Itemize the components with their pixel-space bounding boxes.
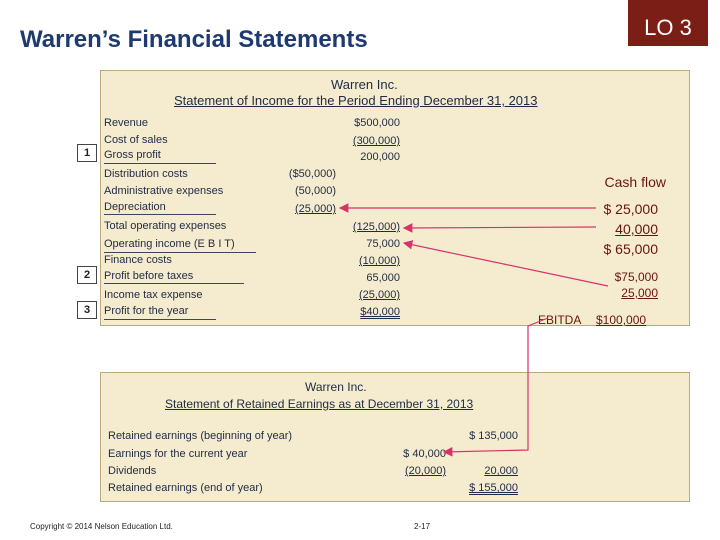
income-label-total-opex: Total operating expenses xyxy=(104,220,227,232)
step-marker-1: 1 xyxy=(77,144,97,162)
retained-label-ending: Retained earnings (end of year) xyxy=(108,482,263,494)
income-value-tax: (25,000) xyxy=(359,289,400,301)
income-value-profit: $40,000 xyxy=(360,306,400,318)
income-company: Warren Inc. xyxy=(331,77,398,92)
arrow-retained xyxy=(444,318,548,452)
cashflow-line-1: $ 25,000 xyxy=(603,201,658,217)
retained-value-earnings: $ 40,000 xyxy=(403,448,446,460)
retained-label-beginning: Retained earnings (beginning of year) xyxy=(108,430,293,442)
income-label-cost-of-sales: Cost of sales xyxy=(104,134,168,146)
cashflow-line-5: 25,000 xyxy=(621,286,658,300)
income-label-administrative: Administrative expenses xyxy=(104,185,224,197)
retained-label-earnings: Earnings for the current year xyxy=(108,448,248,460)
cashflow-title: Cash flow xyxy=(604,174,666,190)
retained-value-dividends-c1: (20,000) xyxy=(405,465,446,477)
income-label-ebit: Operating income (E B I T) xyxy=(104,238,235,250)
income-heading: Statement of Income for the Period Ending December 31, 2013 xyxy=(174,93,538,108)
income-value-gross-profit: 200,000 xyxy=(360,151,400,163)
retained-value-dividends-c2: 20,000 xyxy=(484,465,518,477)
income-label-revenue: Revenue xyxy=(104,117,149,129)
footer-page-number: 2-17 xyxy=(414,522,431,531)
income-value-revenue: $500,000 xyxy=(354,117,400,129)
step-marker-3: 3 xyxy=(77,301,97,319)
retained-value-beginning: $ 135,000 xyxy=(469,430,518,442)
income-value-finance: (10,000) xyxy=(359,255,400,267)
income-label-profit: Profit for the year xyxy=(104,305,189,317)
ebitda-label: EBITDA xyxy=(538,313,582,327)
retained-value-ending: $ 155,000 xyxy=(469,482,518,494)
income-value-depreciation: (25,000) xyxy=(295,203,336,215)
income-label-distribution: Distribution costs xyxy=(104,168,188,180)
cashflow-line-4: $75,000 xyxy=(614,270,658,284)
income-value-distribution: ($50,000) xyxy=(288,168,336,180)
arrow-profit xyxy=(404,227,596,228)
income-label-finance: Finance costs xyxy=(104,254,172,266)
ebitda-value: $100,000 xyxy=(596,313,647,327)
income-value-cost-of-sales: (300,000) xyxy=(352,135,400,147)
income-label-depreciation: Depreciation xyxy=(104,201,166,213)
retained-company: Warren Inc. xyxy=(305,380,367,394)
footer-copyright: Copyright © 2014 Nelson Education Ltd. xyxy=(30,522,173,531)
cashflow-line-3: $ 65,000 xyxy=(603,241,658,257)
arrow-ebit xyxy=(404,243,608,286)
retained-label-dividends: Dividends xyxy=(108,465,157,477)
income-value-pbt: 65,000 xyxy=(366,272,400,284)
income-value-ebit: 75,000 xyxy=(366,238,400,250)
retained-heading: Statement of Retained Earnings as at December 31, 2013 xyxy=(165,397,474,411)
step-marker-2: 2 xyxy=(77,266,97,284)
page-title: Warren’s Financial Statements xyxy=(20,26,368,53)
income-label-pbt: Profit before taxes xyxy=(104,270,194,282)
lo-badge: LO 3 xyxy=(628,0,708,46)
income-value-total-opex: (125,000) xyxy=(352,221,400,233)
income-label-tax: Income tax expense xyxy=(104,289,203,301)
cashflow-line-2: 40,000 xyxy=(615,221,658,237)
income-label-gross-profit: Gross profit xyxy=(104,149,161,161)
income-value-administrative: (50,000) xyxy=(295,185,336,197)
